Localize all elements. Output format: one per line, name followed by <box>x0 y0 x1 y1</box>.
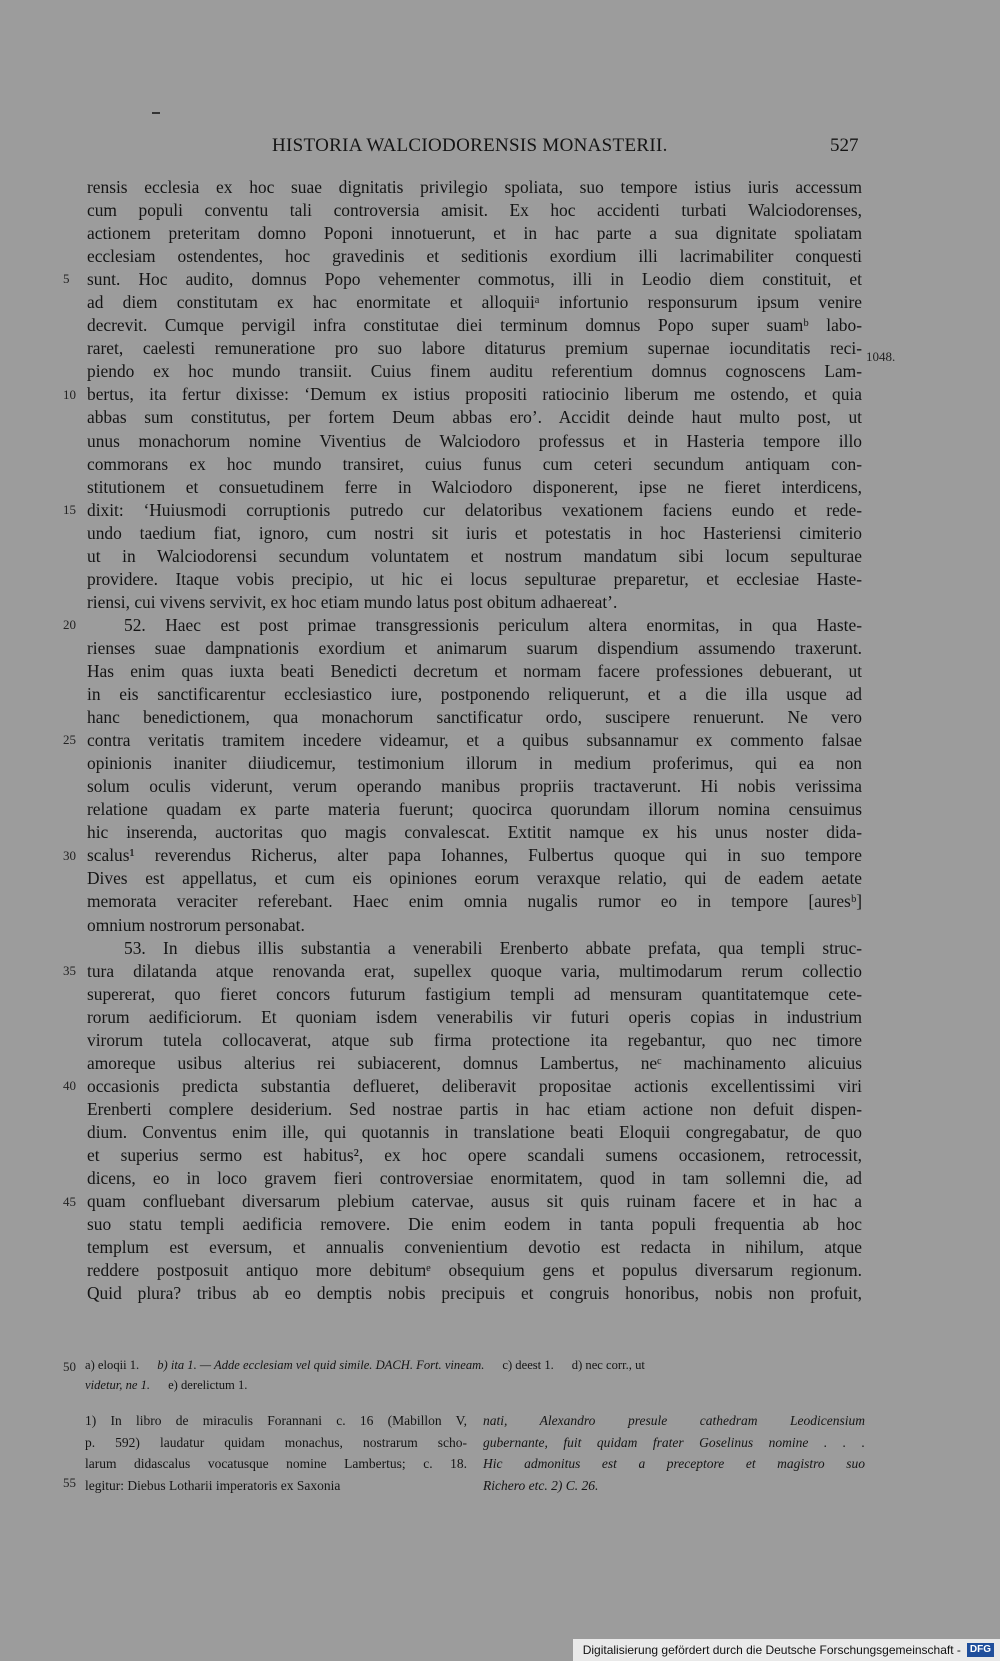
text-line: ecclesiam ostendentes, hoc gravedinis et seditionis exordium illi lacrimabiliter conquesti <box>87 246 862 267</box>
text-line: raret, caelesti remuneratione pro suo labore ditaturus premium supernae iocunditatis reci- <box>87 338 862 359</box>
text-line: tura dilatanda atque renovanda erat, supellex quoque varia, multimodarum rerum collectio <box>87 960 862 981</box>
dfg-logo: DFG <box>967 1643 994 1657</box>
stray-mark <box>152 112 160 114</box>
text-line: memorata veraciter referebant. Haec enim omnia nugalis rumor eo in tempore [auresᵇ] <box>87 891 862 912</box>
text-line: Dives est appellatus, et cum eis opiniones eorum veraxque relatio, qui de eadem aetate <box>87 868 862 889</box>
text-line: sunt. Hoc audito, domnus Popo vehementer commotus, illi in Leodio diem constituit, et <box>87 269 862 290</box>
text-line: 53. In diebus illis substantia a venerabili Erenberto abbate prefata, qua templi struc- <box>124 937 862 958</box>
text-line: reddere postposuit antiquo more debitumᵉ obsequium gens et populus diversarum regionum. <box>87 1260 862 1281</box>
text-line: in eis sanctificarentur ecclesiastico iure, postponendo reliquerunt, et a die illa usque ad <box>87 684 862 705</box>
text-line: unus monachorum nomine Viventius de Walciodoro professus et in Hasteria tempore illo <box>87 430 862 451</box>
text-line: Erenberti complere desiderium. Sed nostrae partis in hac etiam actione non defuit dispen- <box>87 1098 862 1119</box>
text-line: hic inserenda, auctoritas quo magis convalescat. Extitit namque ex his unus noster dida- <box>87 822 862 843</box>
line-number: 45 <box>63 1193 76 1209</box>
text-line: et superius sermo est habitus², ex hoc opere scandali sumens occasionem, retrocessit, <box>87 1144 862 1165</box>
text-line: stitutionem et consuetudinem ferre in Walciodoro disponerent, ipse ne fieret interdicens, <box>87 476 862 497</box>
text-line: virorum tutela collocaverat, atque sub firma protectione ita regebantur, quo nec timore <box>87 1029 862 1050</box>
line-number: 40 <box>63 1078 76 1094</box>
text-line: commorans ex hoc mundo transiret, cuius funus cum ceteri secundum antiquam con- <box>87 453 862 474</box>
text-line: dixit: ‘Huiusmodi corruptionis putredo cur delatoribus vexationem faciens eundo et rede- <box>87 499 862 520</box>
funding-banner <box>573 1639 1000 1661</box>
text-line: solum oculis viderunt, verum operando manibus propriis tractaverunt. Hi nobis verissima <box>87 776 862 797</box>
line-number: 35 <box>63 963 76 979</box>
footnote-line: p. 592) laudatur quidam monachus, nostrarum scho- <box>85 1434 467 1450</box>
footnote-line: Richero etc. 2) C. 26. <box>483 1477 599 1493</box>
footnotes <box>85 1410 865 1496</box>
text-line: rorum aedificiorum. Et quoniam isdem venerabilis vir futuri operis copias in industrium <box>87 1006 862 1027</box>
text-line: ut in Walciodorensi secundum voluntatem et nostrum mandatum sibi locum sepulturae <box>87 545 862 566</box>
text-line: riensi, cui vivens servivit, ex hoc etiam mundo latus post obitum adhaereat’. <box>87 591 618 612</box>
text-line: piendo ex hoc mundo transiit. Cuius finem auditu referentium domnus cognoscens Lam- <box>87 361 862 382</box>
text-line: hanc benedictionem, qua monachorum sanctificatur ordo, suscipere renuerunt. Ne vero <box>87 707 862 728</box>
text-line: bertus, ita fertur dixisse: ‘Demum ex istius propositi ratiocinio liberum me ostendo, et quia <box>87 384 862 405</box>
line-number: 15 <box>63 501 76 517</box>
running-title: HISTORIA WALCIODORENSIS MONASTERII. <box>272 135 668 156</box>
text-line: contra veritatis tramitem incedere videamur, et a quibus subsannamur ex commento falsae <box>87 730 862 751</box>
text-line: amoreque usibus alterius rei subiacerent, domnus Lambertus, neᶜ machinamento alicuius <box>87 1052 862 1073</box>
apparatus-note: d) nec corr., ut <box>571 1358 645 1372</box>
apparatus-row <box>85 1376 865 1396</box>
footnotes-left-column <box>85 1410 467 1496</box>
text-line: 52. Haec est post primae transgressionis periculum altera enormitas, in qua Haste- <box>124 614 862 635</box>
line-number: 5 <box>63 271 70 287</box>
footnote-line: gubernante, fuit quidam frater Goselinus nomine . . . <box>483 1434 865 1450</box>
footnotes-right-column <box>483 1410 865 1496</box>
line-number: 25 <box>63 732 76 748</box>
text-line: undo taedium fiat, ignoro, cum nostri sit iuris et potestatis in hoc Hasteriensi cimiterio <box>87 522 862 543</box>
text-line: abbas sum constitutus, per fortem Deum abbas ero’. Accidit deinde haut multo post, ut <box>87 407 862 428</box>
apparatus-note: b) ita 1. — Adde ecclesiam vel quid simile. DACH. Fort. vineam. <box>157 1358 485 1372</box>
line-number: 20 <box>63 617 76 633</box>
footnote-line: legitur: Diebus Lotharii imperatoris ex Saxonia <box>85 1477 341 1493</box>
text-line: quam confluebant diversarum plebium catervae, ausus sit quis ruinam facere et in hac a <box>87 1191 862 1212</box>
apparatus-note: videtur, ne 1. <box>85 1377 151 1392</box>
text-line: Quid plura? tribus ab eo demptis nobis precipuis et congruis honoribus, nobis non profuit, <box>87 1283 862 1304</box>
line-number: 55 <box>63 1475 76 1490</box>
text-line: relatione quadam ex parte materia fuerunt; quocirca quorundam illorum nomina censuimus <box>87 799 862 820</box>
text-line: decrevit. Cumque pervigil infra constitutae diei terminum domnus Popo super suamᵇ labo- <box>87 315 862 336</box>
funding-text: Digitalisierung gefördert durch die Deutsche Forschungsgemeinschaft - <box>582 1643 961 1657</box>
footnote-line: larum didascalus vocatusque nomine Lambertus; c. 18. <box>85 1456 467 1471</box>
line-number: 10 <box>63 386 76 402</box>
text-line: suo statu templi aedificia removere. Die enim eodem in tanta populi frequentia ab hoc <box>87 1214 862 1235</box>
page-number: 527 <box>830 135 859 156</box>
text-line: occasionis predicta substantia deflueret, deliberavit propositae actionis excellentissimi viri <box>87 1075 862 1096</box>
line-number: 30 <box>63 847 76 863</box>
margin-date: 1048. <box>866 349 896 364</box>
footnote-line: nati, Alexandro presule cathedram Leodicensium <box>483 1413 865 1428</box>
footnote-line: 1) In libro de miraculis Forannani c. 16 (Mabillon V, <box>85 1413 467 1428</box>
text-line: scalus¹ reverendus Richerus, alter papa Iohannes, Fulbertus quoque qui in suo tempore <box>87 845 862 866</box>
text-line: dicens, eo in loco gravem fieri controversiae enormitatem, quod in tam sollemni die, ad <box>87 1168 862 1189</box>
line-number: 50 <box>63 1359 76 1374</box>
apparatus-row <box>85 1356 865 1376</box>
critical-apparatus <box>85 1356 865 1395</box>
text-line: dium. Conventus enim ille, qui quotannis in translatione beati Eloquii congregabatur, de quo <box>87 1121 862 1142</box>
apparatus-note: a) eloqii 1. <box>85 1358 140 1372</box>
apparatus-note: e) derelictum 1. <box>168 1377 248 1392</box>
text-line: omnium nostrorum personabat. <box>87 914 305 935</box>
text-line: actionem preteritam domno Poponi innotuerunt, et in hac parte a sua dignitate spoliatam <box>87 223 862 244</box>
text-line: ad diem constitutam ex hac enormitate et alloquiiᵃ infortunio responsurum ipsum venire <box>87 292 862 313</box>
text-line: supererat, quo fieret concors futurum fastigium templi ad mensuram quantitatemque cete- <box>87 983 862 1004</box>
apparatus-note: c) deest 1. <box>502 1358 554 1372</box>
main-text <box>87 176 862 1305</box>
text-line: Has enim quas iuxta beati Benedicti decretum et normam facere professiones debuerant, ut <box>87 660 862 681</box>
footnote-line: Hic admonitus est a preceptore et magistro suo <box>483 1456 865 1471</box>
text-line: providere. Itaque vobis precipio, ut hic ei locus sepulturae preparetur, et ecclesiae Haste- <box>87 568 862 589</box>
text-line: opinionis inaniter diiudicemur, testimonium illorum in medium proferimus, qui ea non <box>87 753 862 774</box>
text-line: cum populi conventu tali controversia amisit. Ex hoc accidenti turbati Walciodorenses, <box>87 200 862 221</box>
text-line: templum est eversum, et annualis convenientium devotio est redacta in nihilum, atque <box>87 1237 862 1258</box>
text-line: rensis ecclesia ex hoc suae dignitatis privilegio spoliata, suo tempore istius iuris accessum <box>87 177 862 197</box>
text-line: rienses suae dampnationis exordium et animarum suarum dispendium assumendo traxerunt. <box>87 637 862 658</box>
